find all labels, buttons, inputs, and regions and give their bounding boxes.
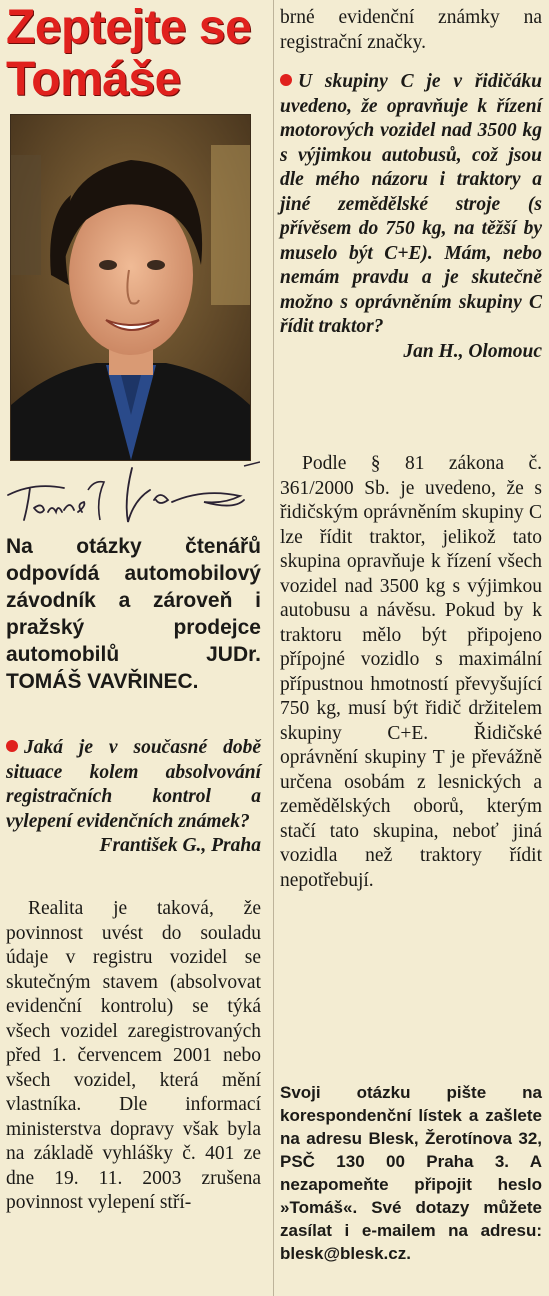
right-column <box>280 0 542 1296</box>
answer-2 <box>280 452 542 893</box>
question-2-text: U skupiny C je v řidičáku uvedeno, že opravňuje k řízení motorových vozidel nad 3500 kg s výjimkou autobusů, což jsou dle mého názoru i traktory a jiné zemědělské stroje (s přívěsem do 750 kg, na těžší by muselo být C+E). Mám, nebo nemám pravdu a je skutečně možno s oprávněním skupiny C řídit traktor? <box>280 71 542 337</box>
footer-contact-info: Svoji otázku pište na korespondenční lístek a zašlete na adresu Blesk, Žerotínova 32, PSČ 130 00 Praha 3. A nezapomeňte připojit heslo »Tomáš«. Své dotazy můžete zasílat i e-mailem na adresu: blesk@blesk.cz. <box>280 1083 542 1263</box>
title-line-2: Tomáše <box>6 53 181 106</box>
column-divider <box>273 0 274 1296</box>
page-title <box>0 0 268 106</box>
bullet-icon <box>280 74 292 86</box>
left-column <box>0 0 268 1296</box>
handwritten-signature <box>4 460 260 530</box>
question-2-author: Jan H., Olomouc <box>403 340 542 362</box>
answer-1-text: Realita je taková, že povinnost uvést do souladu údaje v registru vozidel se skutečným stavem (absolvovat evidenční kontrolu) se týká všech vozidel zaregistrovaných před 1. červencem 2001 nebo všech vozidel, která mění vlastníka. Dle informací ministerstva dopravy však byla na základě vyhlášky č. 401 ze dne 19. 11. 2003 zrušena povinnost vylepení stří- <box>6 898 261 1213</box>
portrait-illustration <box>11 115 250 460</box>
question-1-text: Jaká je v současné době situace kolem absolvování registračních kontrol a vylepení evidenčních známek? <box>6 737 261 832</box>
bullet-icon <box>6 740 18 752</box>
signature <box>4 460 260 530</box>
portrait-photo <box>10 114 251 461</box>
answer-2-text: Podle § 81 zákona č. 361/2000 Sb. je uvedeno, že s řidičským oprávněním skupiny C lze řídit traktor, jelikož tato skupina opravňuje k řízení všech vozidel nad 3500 kg s výjimkou autobusu a návěsu. Pokud by k traktoru mělo být připojeno přípojné vozidlo s maximální přípustnou hmotností převyšující 750 kg, musí být řidič držitelem skupiny C+E. Řidičské oprávnění skupiny T je převážně určena osobám z lesnických a zemědělských oborů, kterým stačí tato skupina, neboť jiná vozidla než traktory řídit nepotřebují. <box>280 453 542 891</box>
intro-text: Na otázky čtenářů odpovídá automobilový závodník a zároveň i pražský prodejce automobilů JUDr. TOMÁŠ VAVŘINEC. <box>6 535 261 693</box>
title-line-1: Zeptejte se <box>6 1 252 54</box>
answer-1-part-1 <box>6 897 261 1216</box>
answer-1-part-2: brné evidenční známky na registrační značky. <box>280 7 542 53</box>
question-1-author: František G., Praha <box>99 835 261 856</box>
question-2 <box>280 70 542 364</box>
question-1 <box>6 736 261 859</box>
